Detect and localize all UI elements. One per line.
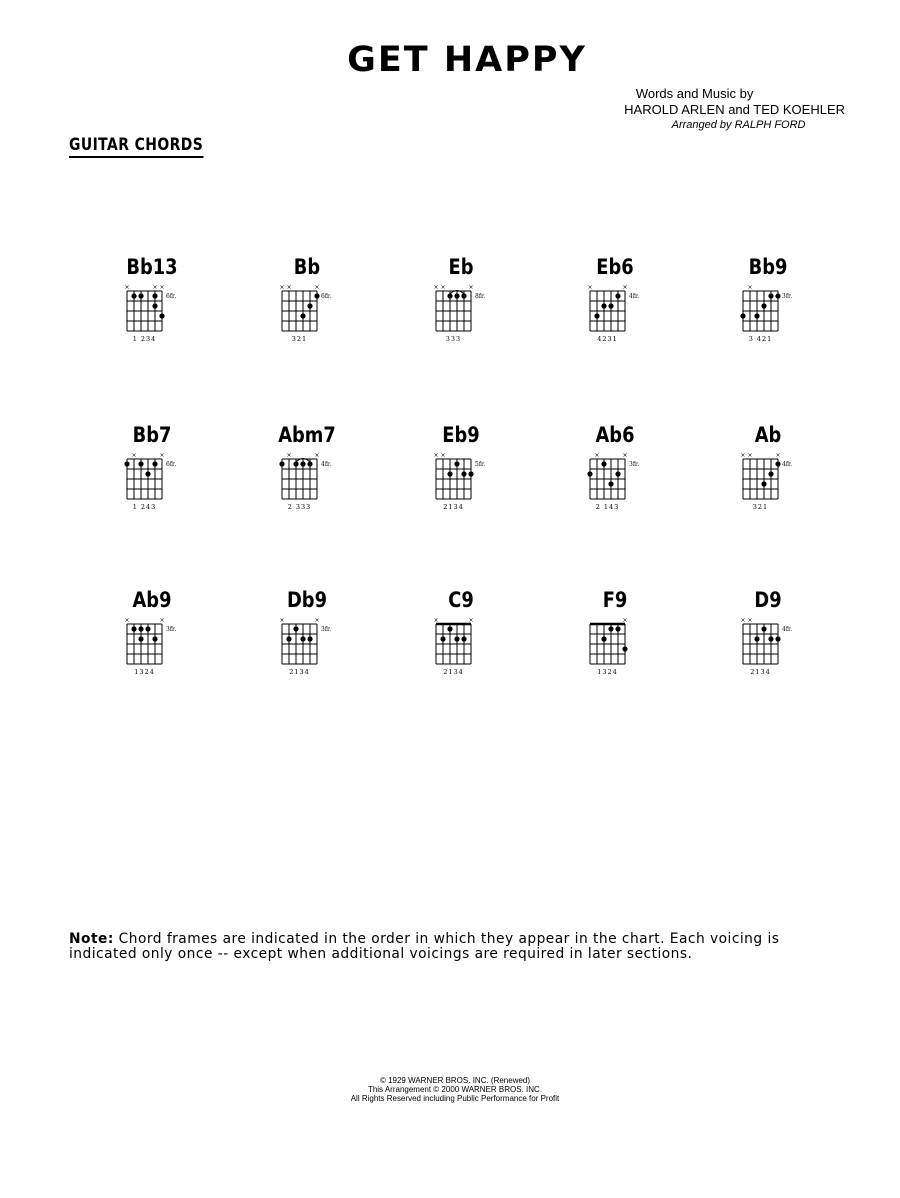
chord-name: Db9	[286, 588, 328, 612]
finger-dot	[775, 636, 780, 641]
muted-string-marker: ×	[159, 452, 165, 459]
finger-dot	[761, 626, 766, 631]
finger-dot	[152, 303, 157, 308]
copyright-line: All Rights Reserved including Public Performance for Profit	[350, 1094, 560, 1103]
finger-dot	[152, 636, 157, 641]
finger-dot	[615, 626, 620, 631]
fret-position-label: 4fr.	[629, 293, 640, 300]
muted-string-marker: ×	[740, 452, 746, 459]
finger-dot	[124, 461, 129, 466]
finger-dot	[454, 293, 459, 298]
finger-dot	[454, 461, 459, 466]
finger-dot	[293, 461, 298, 466]
chord-diagram	[575, 614, 655, 692]
finger-dot	[300, 313, 305, 318]
finger-dot	[145, 471, 150, 476]
fingering-label: 1 234	[132, 335, 157, 343]
finger-dot	[447, 626, 452, 631]
fret-position-label: 5fr.	[475, 461, 486, 468]
fret-position-label: 3fr.	[782, 293, 793, 300]
finger-dot	[461, 471, 466, 476]
chord-diagram	[112, 281, 192, 359]
finger-dot	[601, 636, 606, 641]
chord-frame	[728, 255, 808, 365]
finger-dot	[601, 461, 606, 466]
chord-frame	[267, 588, 347, 698]
chord-frame	[421, 588, 501, 698]
muted-string-marker: ×	[124, 284, 130, 291]
section-label: GUITAR CHORDS	[69, 135, 203, 158]
copyright-line: © 1929 WARNER BROS. INC. (Renewed)	[379, 1076, 531, 1085]
chord-frame	[575, 423, 655, 533]
finger-dot	[461, 636, 466, 641]
finger-dot	[461, 293, 466, 298]
muted-string-marker: ×	[131, 452, 137, 459]
muted-string-marker: ×	[124, 617, 130, 624]
finger-dot	[615, 471, 620, 476]
finger-dot	[307, 636, 312, 641]
finger-dot	[775, 461, 780, 466]
muted-string-marker: ×	[279, 617, 285, 624]
fingering-label: 2134	[750, 668, 771, 676]
chord-name: Bb9	[748, 255, 788, 279]
chord-frame	[112, 423, 192, 533]
chord-frame	[267, 255, 347, 365]
finger-dot	[601, 303, 606, 308]
finger-dot	[138, 461, 143, 466]
finger-dot	[468, 471, 473, 476]
note-paragraph	[69, 932, 791, 962]
finger-dot	[131, 626, 136, 631]
chord-name: Bb13	[126, 255, 178, 279]
muted-string-marker: ×	[622, 284, 628, 291]
note-label: Note:	[69, 931, 114, 947]
fingering-label: 1 243	[132, 503, 157, 511]
chord-frame	[575, 588, 655, 698]
copyright-block	[0, 1076, 900, 1103]
chord-name: F9	[602, 588, 628, 612]
finger-dot	[152, 293, 157, 298]
fingering-label: 2 333	[287, 503, 312, 511]
note-text: Chord frames are indicated in the order in which they appear in the chart. Each voicing is indicated only once -- except when additional voicings are required in later sections.	[69, 931, 780, 962]
finger-dot	[300, 461, 305, 466]
muted-string-marker: ×	[622, 452, 628, 459]
muted-string-marker: ×	[747, 284, 753, 291]
muted-string-marker: ×	[587, 284, 593, 291]
finger-dot	[740, 313, 745, 318]
chord-name: D9	[754, 588, 782, 612]
finger-dot	[761, 303, 766, 308]
chord-name: Ab9	[132, 588, 172, 612]
fingering-label: 321	[752, 503, 769, 511]
muted-string-marker: ×	[747, 452, 753, 459]
fingering-label: 2 143	[595, 503, 620, 511]
finger-dot	[307, 461, 312, 466]
muted-string-marker: ×	[775, 452, 781, 459]
finger-dot	[138, 636, 143, 641]
muted-string-marker: ×	[440, 452, 446, 459]
finger-dot	[608, 303, 613, 308]
finger-dot	[159, 313, 164, 318]
chord-frame	[112, 255, 192, 365]
credits	[624, 86, 845, 131]
finger-dot	[768, 636, 773, 641]
fingering-label: 2134	[289, 668, 310, 676]
finger-dot	[615, 293, 620, 298]
chord-diagram	[575, 449, 655, 527]
finger-dot	[440, 636, 445, 641]
finger-dot	[138, 293, 143, 298]
composers: HAROLD ARLEN and TED KOEHLER	[624, 102, 845, 117]
chord-diagram	[575, 281, 655, 359]
muted-string-marker: ×	[286, 284, 292, 291]
chord-name: Eb	[448, 255, 474, 279]
fret-position-label: 6fr.	[166, 293, 177, 300]
finger-dot	[307, 303, 312, 308]
chord-diagram	[421, 449, 501, 527]
chord-frame	[728, 588, 808, 698]
chord-name: Eb9	[442, 423, 480, 447]
muted-string-marker: ×	[468, 284, 474, 291]
finger-dot	[587, 471, 592, 476]
fingering-label: 3 421	[748, 335, 773, 343]
muted-string-marker: ×	[314, 284, 320, 291]
finger-dot	[286, 636, 291, 641]
muted-string-marker: ×	[433, 617, 439, 624]
chord-frame	[421, 255, 501, 365]
fret-position-label: 4fr.	[782, 626, 793, 633]
chord-frame	[421, 423, 501, 533]
finger-dot	[314, 293, 319, 298]
finger-dot	[754, 636, 759, 641]
arranger: Arranged by RALPH FORD	[671, 119, 806, 131]
finger-dot	[775, 293, 780, 298]
chord-diagram	[267, 614, 347, 692]
chord-frame	[112, 588, 192, 698]
fret-position-label: 3fr.	[629, 461, 640, 468]
finger-dot	[768, 293, 773, 298]
finger-dot	[279, 461, 284, 466]
finger-dot	[293, 626, 298, 631]
chord-frame	[575, 255, 655, 365]
chord-diagram	[267, 449, 347, 527]
fret-position-label: 6fr.	[166, 461, 177, 468]
muted-string-marker: ×	[433, 284, 439, 291]
muted-string-marker: ×	[286, 452, 292, 459]
chord-frame	[728, 423, 808, 533]
chord-diagram	[267, 281, 347, 359]
finger-dot	[622, 646, 627, 651]
finger-dot	[754, 313, 759, 318]
muted-string-marker: ×	[159, 617, 165, 624]
chord-diagram	[728, 449, 808, 527]
muted-string-marker: ×	[740, 617, 746, 624]
muted-string-marker: ×	[279, 284, 285, 291]
muted-string-marker: ×	[159, 284, 165, 291]
finger-dot	[145, 626, 150, 631]
fret-position-label: 3fr.	[321, 626, 332, 633]
finger-dot	[152, 461, 157, 466]
muted-string-marker: ×	[747, 617, 753, 624]
chord-name: Eb6	[596, 255, 634, 279]
fret-position-label: 4fr.	[321, 461, 332, 468]
finger-dot	[608, 626, 613, 631]
muted-string-marker: ×	[314, 452, 320, 459]
words-music-label: Words and Music by	[635, 86, 754, 101]
finger-dot	[768, 471, 773, 476]
fret-position-label: 3fr.	[166, 626, 177, 633]
muted-string-marker: ×	[152, 284, 158, 291]
muted-string-marker: ×	[622, 617, 628, 624]
chord-frame	[267, 423, 347, 533]
page-title: GET HAPPY	[347, 40, 587, 80]
chord-diagram	[112, 614, 192, 692]
fingering-label: 4231	[597, 335, 618, 343]
chord-diagram	[728, 281, 808, 359]
fingering-label: 2134	[443, 668, 464, 676]
fingering-label: 321	[291, 335, 308, 343]
fingering-label: 2134	[443, 503, 464, 511]
finger-dot	[138, 626, 143, 631]
fingering-label: 333	[445, 335, 462, 343]
muted-string-marker: ×	[468, 617, 474, 624]
chord-name: Ab	[754, 423, 782, 447]
chord-diagram	[112, 449, 192, 527]
finger-dot	[761, 481, 766, 486]
fingering-label: 1324	[134, 668, 155, 676]
muted-string-marker: ×	[433, 452, 439, 459]
finger-dot	[454, 636, 459, 641]
fret-position-label: 8fr.	[475, 293, 486, 300]
chord-diagram	[728, 614, 808, 692]
fingering-label: 1324	[597, 668, 618, 676]
chord-diagram	[421, 614, 501, 692]
finger-dot	[300, 636, 305, 641]
chord-diagram	[421, 281, 501, 359]
fret-position-label: 4fr.	[782, 461, 793, 468]
fret-position-label: 6fr.	[321, 293, 332, 300]
finger-dot	[447, 471, 452, 476]
muted-string-marker: ×	[594, 452, 600, 459]
muted-string-marker: ×	[440, 284, 446, 291]
copyright-line: This Arrangement © 2000 WARNER BROS. INC.	[367, 1085, 543, 1094]
muted-string-marker: ×	[314, 617, 320, 624]
finger-dot	[608, 481, 613, 486]
chord-name: Ab6	[595, 423, 635, 447]
chord-name: Bb	[293, 255, 321, 279]
finger-dot	[594, 313, 599, 318]
chord-name: C9	[448, 588, 474, 612]
finger-dot	[131, 293, 136, 298]
chord-name: Abm7	[278, 423, 336, 447]
chord-name: Bb7	[132, 423, 172, 447]
finger-dot	[447, 293, 452, 298]
